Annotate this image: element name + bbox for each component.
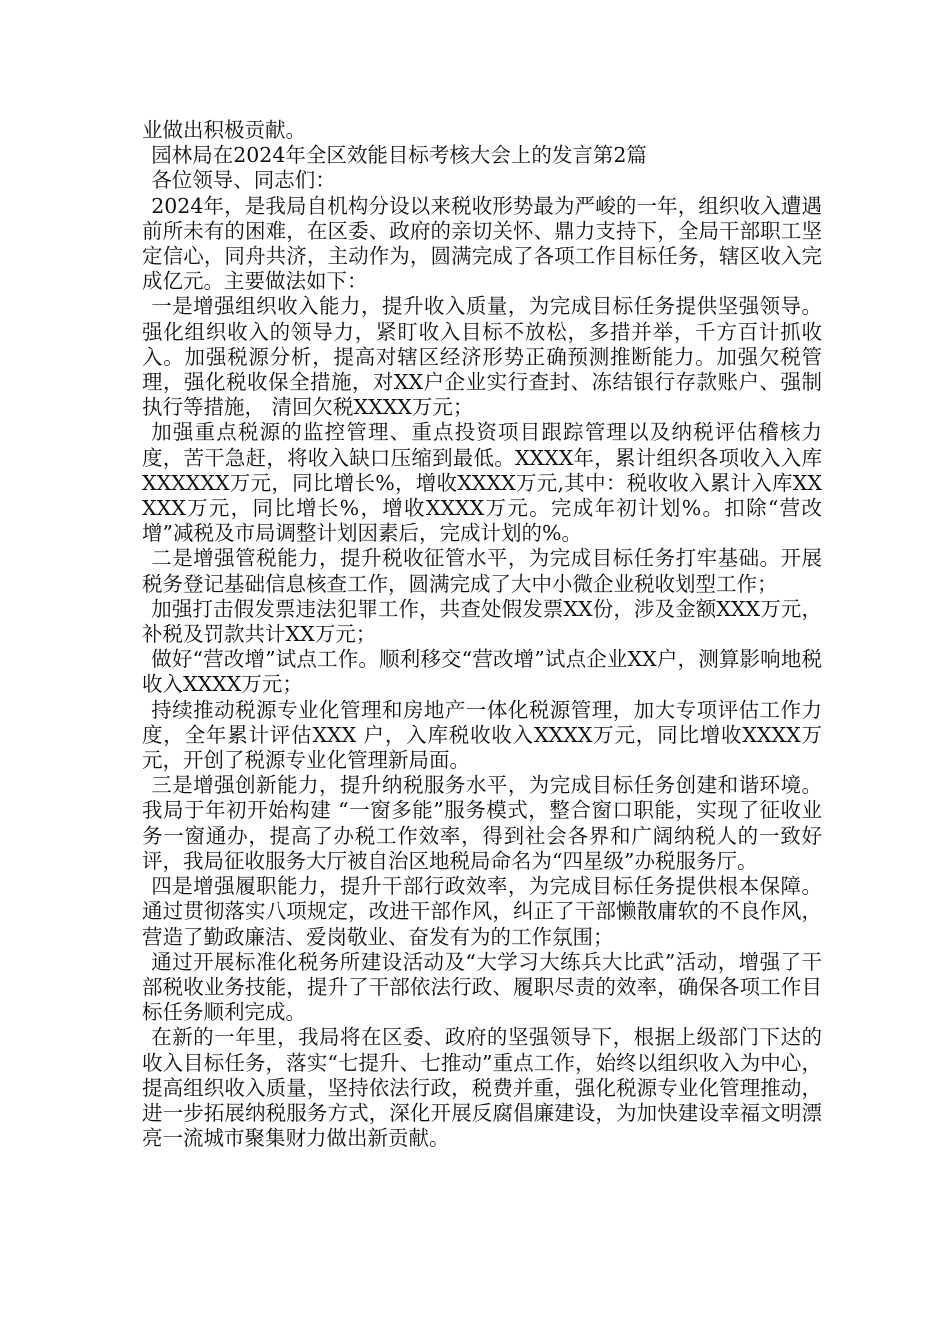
salutation: 各位领导、同志们：	[151, 168, 336, 193]
paragraph-key-tax-sources: 加强重点税源的监控管理、重点投资项目跟踪管理以及纳税评估稽核力度，苦干急赶，将收入缺口压缩到最低。XXXX年，累计组织各项收入入库XXXXXX万元，同比增长%，增收XXXX万元,其中：税收收入累计入库XXXXX万元，同比增长%，增收XXXX万元。完成年初计划%。扣除“营改增”减税及市局调整计划因素后，完成计划的%。	[142, 420, 822, 546]
paragraph-standardization: 通过开展标准化税务所建设活动及“大学习大练兵大比武”活动，增强了干部税收业务技能，提升了干部依法行政、履职尽责的效率，确保各项工作目标任务顺利完成。	[142, 949, 822, 1025]
paragraph-fake-invoices: 加强打击假发票违法犯罪工作，共查处假发票XX份，涉及金额XXX万元，补税及罚款共计XX万元；	[142, 596, 822, 647]
paragraph-point-two: 二是增强管税能力，提升税收征管水平，为完成目标任务打牢基础。开展税务登记基础信息核查工作，圆满完成了大中小微企业税收划型工作；	[142, 546, 822, 596]
paragraph-continuation: 业做出积极贡献。	[142, 118, 306, 142]
document-body	[142, 118, 822, 1151]
paragraph-point-three: 三是增强创新能力，提升纳税服务水平，为完成目标任务创建和谐环境。我局于年初开始构建 “一窗多能”服务模式，整合窗口职能，实现了征收业务一窗通办，提高了办税工作效率，得到社会各界和广阔纳税人的一致好评，我局征收服务大厅被自治区地税局命名为“四星级”办税服务厅。	[142, 773, 822, 873]
paragraph-point-four: 四是增强履职能力，提升干部行政效率，为完成目标任务提供根本保障。通过贯彻落实八项规定，改进干部作风，纠正了干部懒散庸软的不良作风，营造了勤政廉洁、爱岗敬业、奋发有为的工作氛围；	[142, 874, 822, 949]
paragraph-vat-pilot: 做好“营改增”试点工作。顺利移交“营改增”试点企业XX户，测算影响地税收入XXXX万元；	[142, 647, 822, 697]
paragraph-specialized-management: 持续推动税源专业化管理和房地产一体化税源管理，加大专项评估工作力度，全年累计评估XXX 户，入库税收收入XXXX万元，同比增收XXXX万元，开创了税源专业化管理新局面。	[142, 697, 822, 773]
paragraph-intro: 2024年，是我局自机构分设以来税收形势最为严峻的一年，组织收入遭遇前所未有的困难，在区委、政府的亲切关怀、鼎力支持下，全局干部职工坚定信心，同舟共济，主动作为，圆满完成了各项工作目标任务，辖区收入完成亿元。主要做法如下：	[142, 193, 822, 294]
paragraph-conclusion: 在新的一年里，我局将在区委、政府的坚强领导下，根据上级部门下达的收入目标任务，落实“七提升、七推动”重点工作，始终以组织收入为中心，提高组织收入质量，坚持依法行政，税费并重，强化税源专业化管理推动，进一步拓展纳税服务方式，深化开展反腐倡廉建设，为加快建设幸福文明漂亮一流城市聚集财力做出新贡献。	[142, 1025, 822, 1151]
paragraph-point-one: 一是增强组织收入能力，提升收入质量，为完成目标任务提供坚强领导。强化组织收入的领导力，紧盯收入目标不放松，多措并举，千方百计抓收入。加强税源分析，提高对辖区经济形势正确预测推断能力。加强欠税管理，强化税收保全措施，对XX户企业实行查封、冻结银行存款账户、强制执行等措施， 清回欠税XXXX万元；	[142, 294, 822, 420]
document-title: 园林局在2024年全区效能目标考核大会上的发言第2篇	[151, 143, 647, 168]
